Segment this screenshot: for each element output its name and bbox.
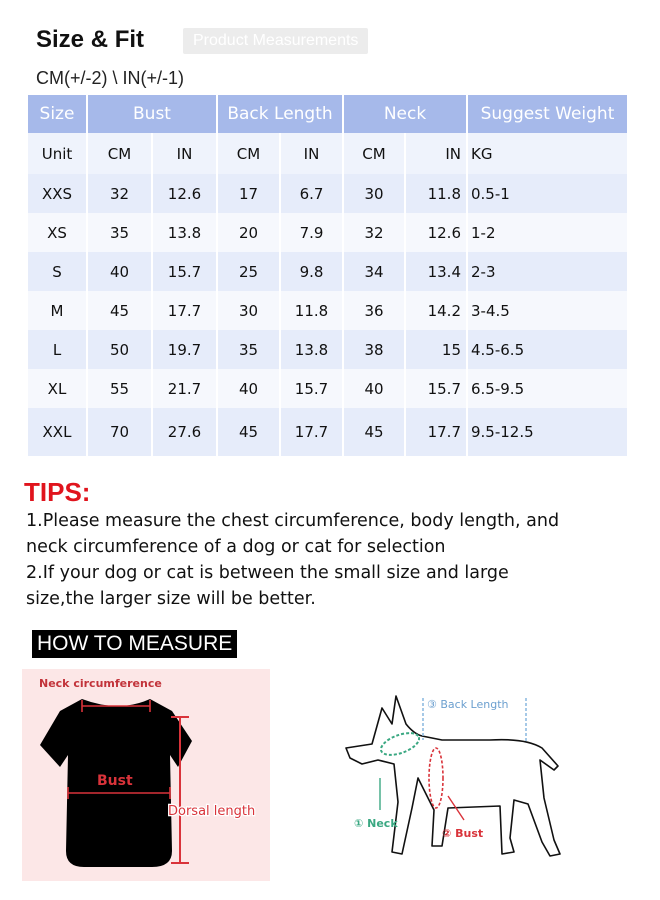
- table-row: [28, 330, 627, 369]
- unit-cell: CM: [87, 133, 152, 174]
- table-header-row: [28, 95, 627, 133]
- weight-cell: 2-3: [467, 252, 627, 291]
- table-row: [28, 291, 627, 330]
- table-cell: 35: [217, 330, 280, 369]
- table-cell: 17: [217, 174, 280, 213]
- neck-label: ① Neck: [354, 817, 398, 830]
- tips-title: TIPS:: [24, 477, 91, 507]
- table-cell: 15.7: [152, 252, 217, 291]
- table-cell: 14.2: [405, 291, 467, 330]
- table-cell: 20: [217, 213, 280, 252]
- bust-label: ② Bust: [442, 827, 484, 840]
- shirt-illustration: [22, 669, 270, 881]
- page-title: Size & Fit: [36, 26, 145, 53]
- column-header-bust: Bust: [87, 95, 217, 133]
- tip-line: 2.If your dog or cat is between the small size and large: [26, 563, 509, 583]
- table-cell: 27.6: [152, 408, 217, 456]
- table-cell: 30: [343, 174, 405, 213]
- table-cell: 35: [87, 213, 152, 252]
- table-cell: 40: [343, 369, 405, 408]
- unit-label: Unit: [28, 133, 87, 174]
- table-cell: 6.7: [280, 174, 343, 213]
- size-cell: S: [28, 252, 87, 291]
- table-cell: 32: [87, 174, 152, 213]
- table-cell: 11.8: [405, 174, 467, 213]
- table-cell: 12.6: [405, 213, 467, 252]
- table-cell: 11.8: [280, 291, 343, 330]
- size-cell: XXS: [28, 174, 87, 213]
- size-table: [28, 95, 627, 456]
- table-cell: 45: [87, 291, 152, 330]
- column-header-size: Size: [28, 95, 87, 133]
- product-measurements-badge: Product Measurements: [183, 28, 368, 54]
- table-cell: 15.7: [280, 369, 343, 408]
- neck-circumference-label: Neck circumference: [39, 677, 162, 690]
- table-cell: 25: [217, 252, 280, 291]
- table-cell: 32: [343, 213, 405, 252]
- size-cell: M: [28, 291, 87, 330]
- table-cell: 9.8: [280, 252, 343, 291]
- table-cell: 45: [217, 408, 280, 456]
- unit-cell: IN: [280, 133, 343, 174]
- size-cell: XS: [28, 213, 87, 252]
- dorsal-length-label: Dorsal length: [168, 804, 256, 819]
- size-cell: XXL: [28, 408, 87, 456]
- table-cell: 7.9: [280, 213, 343, 252]
- weight-cell: 3-4.5: [467, 291, 627, 330]
- table-row: [28, 408, 627, 456]
- table-cell: 13.4: [405, 252, 467, 291]
- table-row: [28, 174, 627, 213]
- table-row: [28, 213, 627, 252]
- size-cell: XL: [28, 369, 87, 408]
- weight-cell: 9.5-12.5: [467, 408, 627, 456]
- table-cell: 17.7: [405, 408, 467, 456]
- unit-cell: IN: [152, 133, 217, 174]
- table-cell: 21.7: [152, 369, 217, 408]
- table-cell: 38: [343, 330, 405, 369]
- table-cell: 55: [87, 369, 152, 408]
- table-row: [28, 369, 627, 408]
- table-cell: 50: [87, 330, 152, 369]
- table-cell: 12.6: [152, 174, 217, 213]
- table-cell: 30: [217, 291, 280, 330]
- table-cell: 34: [343, 252, 405, 291]
- unit-cell: CM: [343, 133, 405, 174]
- size-cell: L: [28, 330, 87, 369]
- units-note: CM(+/-2) \ IN(+/-1): [36, 68, 185, 88]
- column-header-neck: Neck: [343, 95, 467, 133]
- table-cell: 70: [87, 408, 152, 456]
- weight-cell: 1-2: [467, 213, 627, 252]
- table-cell: 13.8: [152, 213, 217, 252]
- table-cell: 40: [217, 369, 280, 408]
- table-cell: 19.7: [152, 330, 217, 369]
- tip-line: size,the larger size will be better.: [26, 589, 316, 609]
- weight-cell: 6.5-9.5: [467, 369, 627, 408]
- unit-row: [28, 133, 627, 174]
- table-cell: 17.7: [280, 408, 343, 456]
- back-length-label: ③ Back Length: [427, 698, 509, 711]
- tip-line: 1.Please measure the chest circumference, body length, and: [26, 511, 560, 531]
- weight-cell: 0.5-1: [467, 174, 627, 213]
- unit-cell: CM: [217, 133, 280, 174]
- column-header-suggest-weight: Suggest Weight: [467, 95, 627, 133]
- dog-illustration: [330, 678, 630, 883]
- table-cell: 15.7: [405, 369, 467, 408]
- table-cell: 40: [87, 252, 152, 291]
- shirt-measure-diagram: [22, 669, 270, 881]
- tip-line: neck circumference of a dog or cat for selection: [26, 537, 446, 557]
- bust-label: Bust: [97, 773, 133, 789]
- table-row: [28, 252, 627, 291]
- bust-ring: [429, 748, 443, 808]
- header: [36, 26, 636, 58]
- unit-cell: IN: [405, 133, 467, 174]
- unit-cell: KG: [467, 133, 627, 174]
- weight-cell: 4.5-6.5: [467, 330, 627, 369]
- table-cell: 17.7: [152, 291, 217, 330]
- table-cell: 15: [405, 330, 467, 369]
- column-header-back-length: Back Length: [217, 95, 343, 133]
- table-cell: 45: [343, 408, 405, 456]
- dog-measure-diagram: [330, 678, 630, 883]
- table-cell: 13.8: [280, 330, 343, 369]
- table-cell: 36: [343, 291, 405, 330]
- how-to-measure-heading: HOW TO MEASURE: [32, 630, 237, 658]
